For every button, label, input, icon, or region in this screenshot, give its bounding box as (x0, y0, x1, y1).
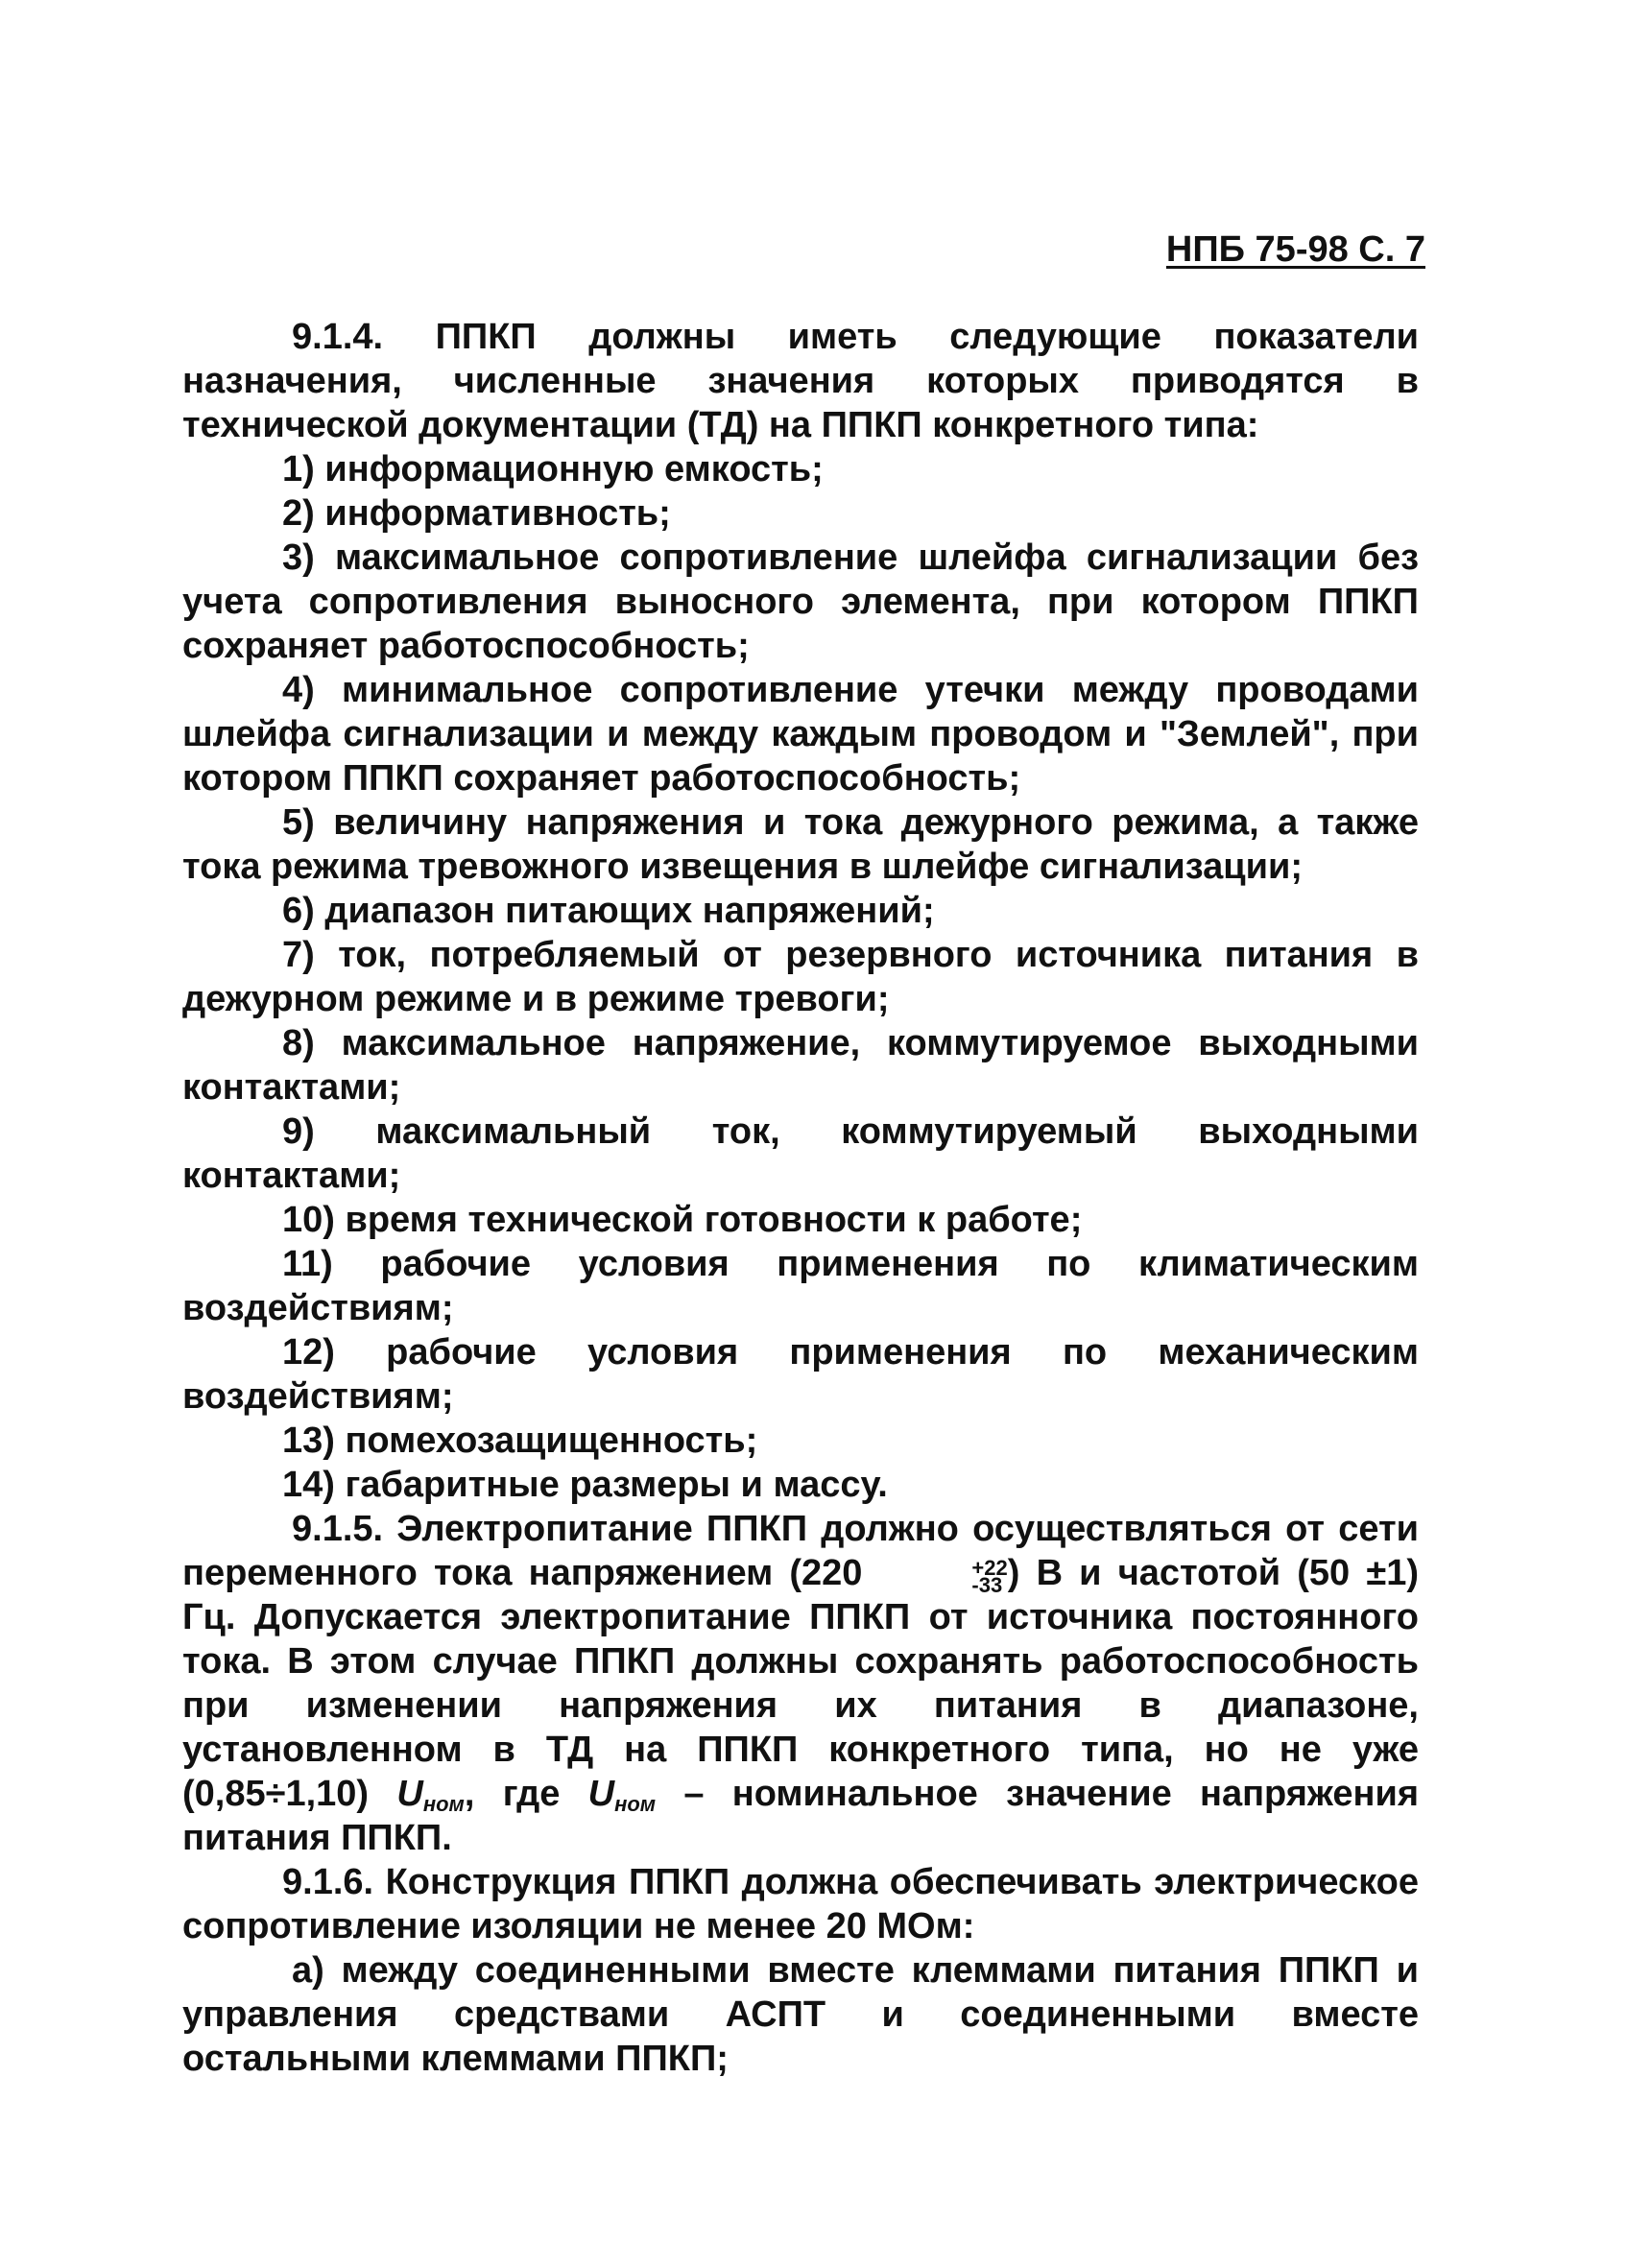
list-item: 8) максимальное напряжение, коммутируемое выходными контактами; (182, 1023, 1419, 1108)
paragraph-9-1-6-a: а) между соединенными вместе клеммами питания ППКП и управления средствами АСПТ и соединенными вместе остальными клеммами ППКП; (182, 1950, 1419, 2079)
list-item: 9) максимальный ток, коммутируемый выходными контактами; (182, 1111, 1419, 1196)
u-nom-symbol: U (396, 1774, 423, 1814)
list-item: 14) габаритные размеры и массу. (282, 1465, 888, 1505)
p915-text-b: ) В и частотой (50 ±1) Гц. Допускается электропитание ППКП от источника постоянного тока. В этом случае ППКП должны сохранять работоспособность при изменении напряжения их питания в диапазоне, установленном в ТД на ППКП конкретного типа, но не уже (0,85÷1,10) (182, 1553, 1419, 1814)
list-item: 5) величину напряжения и тока дежурного режима, а также тока режима тревожного извещения в шлейфе сигнализации; (182, 802, 1419, 887)
u-nom-symbol: U (587, 1774, 615, 1814)
voltage-tolerance (862, 1556, 1008, 1597)
list-item: 4) минимальное сопротивление утечки между проводами шлейфа сигнализации и между каждым проводом и "Землей", при котором ППКП сохраняет работоспособность; (182, 670, 1419, 799)
paragraph-9-1-4: 9.1.4. ППКП должны иметь следующие показатели назначения, численные значения которых приводятся в технической документации (ТД) на ППКП конкретного типа: (182, 317, 1419, 445)
list-item: 12) рабочие условия применения по механическим воздействиям; (182, 1332, 1419, 1417)
p915-text-e: – номинальное значение напряжения питания ППКП. (182, 1774, 1419, 1858)
list-item: 13) помехозащищенность; (282, 1420, 758, 1461)
page-header: НПБ 75-98 С. 7 (1165, 229, 1425, 270)
paragraph-9-1-6: 9.1.6. Конструкция ППКП должна обеспечивать электрическое сопротивление изоляции не менее 20 МОм: (182, 1862, 1419, 1946)
p915-text-d: где (502, 1774, 588, 1814)
p915-text-a: 9.1.5. Электропитание ППКП должно осуществляться от сети переменного тока напряжением (220 (182, 1509, 1419, 1593)
paragraph-9-1-5 (182, 1507, 1419, 1860)
tolerance-upper: +22 (971, 1556, 1008, 1580)
tolerance-lower: -33 (971, 1573, 1003, 1597)
list-item: 6) диапазон питающих напряжений; (282, 891, 935, 931)
list-item: 7) ток, потребляемый от резервного источника питания в дежурном режиме и в режиме тревоги; (182, 935, 1419, 1019)
u-nom-subscript: ном (614, 1792, 657, 1816)
document-body (182, 315, 1419, 2081)
list-item: 2) информативность; (282, 493, 671, 534)
list-item: 3) максимальное сопротивление шлейфа сигнализации без учета сопротивления выносного элемента, при котором ППКП сохраняет работоспособность; (182, 537, 1419, 666)
list-item: 11) рабочие условия применения по климатическим воздействиям; (182, 1244, 1419, 1328)
list-item: 1) информационную емкость; (282, 449, 824, 489)
p915-comma: , (464, 1774, 475, 1814)
list-item: 10) время технической готовности к работе; (282, 1200, 1083, 1240)
u-nom-subscript: ном (422, 1792, 465, 1816)
